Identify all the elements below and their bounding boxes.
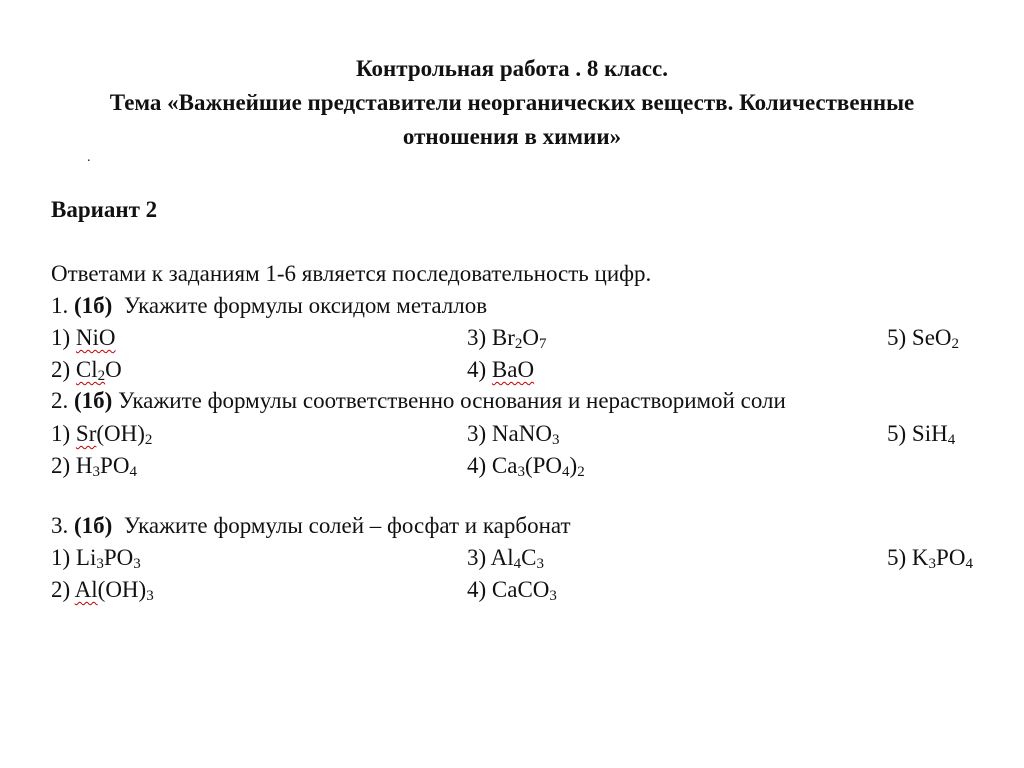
- question-2: [51, 385, 1011, 417]
- question-number: 1.: [51, 293, 69, 318]
- question-1-text: [51, 290, 487, 322]
- question-1: [51, 290, 1011, 322]
- variant-label: Вариант 2: [51, 197, 158, 222]
- options-row: [51, 574, 1011, 606]
- option-5: 5) $K_3PO_4$: [887, 545, 973, 572]
- question-prompt: Укажите формулы оксидом металлов: [123, 293, 488, 318]
- instructions: Ответами к заданиям 1-6 является последовательность цифр.: [51, 261, 652, 286]
- question-number: 2.: [51, 388, 69, 413]
- options-row: [51, 322, 1011, 354]
- question-points: (1б): [74, 293, 113, 318]
- option-2: 2) $Al(OH)_3$: [51, 577, 154, 604]
- option-4: 4) $Ca_3(PO_4)_2$: [467, 453, 585, 480]
- option-1: 1) NiO: [51, 325, 116, 350]
- topic-line-1: Тема «Важнейшие представители неорганических веществ. Количественные: [109, 90, 915, 115]
- option-3: 3) $Br_2O_7$: [467, 325, 547, 352]
- option-4: 4) BaO: [467, 357, 535, 382]
- question-3-text: [51, 510, 571, 542]
- question-3: [51, 510, 1011, 542]
- option-3: 3) NaNO$_3$: [467, 421, 560, 448]
- question-prompt: Укажите формулы соответственно основания и нерастворимой соли: [118, 388, 786, 413]
- option-5: 5) SiH$_4$: [887, 421, 956, 448]
- question-points: (1б): [74, 388, 113, 413]
- option-1: 1) $Li_3PO_3$: [51, 545, 141, 572]
- question-2-text: [51, 385, 786, 417]
- question-points: (1б): [74, 513, 113, 538]
- question-prompt: Укажите формулы солей – фосфат и карбонат: [123, 513, 571, 538]
- option-2: 2) $Cl_2O$: [51, 357, 122, 384]
- stray-dot: .: [87, 150, 91, 165]
- option-1: 1) $Sr(OH)_2$: [51, 421, 153, 448]
- option-4: 4) CaCO$_3$: [467, 577, 557, 604]
- question-number: 3.: [51, 513, 69, 538]
- options-row: [51, 418, 1011, 450]
- option-3: 3) $Al_4C_3$: [467, 545, 544, 572]
- options-row: [51, 450, 1011, 482]
- options-row: [51, 354, 1011, 386]
- topic-line-2: отношения в химии»: [402, 124, 622, 149]
- option-2: 2) $H_3PO_4$: [51, 453, 137, 480]
- options-row: [51, 542, 1011, 574]
- page-title: Контрольная работа . 8 класс.: [356, 56, 668, 81]
- option-5: 5) SeO$_2$: [887, 325, 960, 352]
